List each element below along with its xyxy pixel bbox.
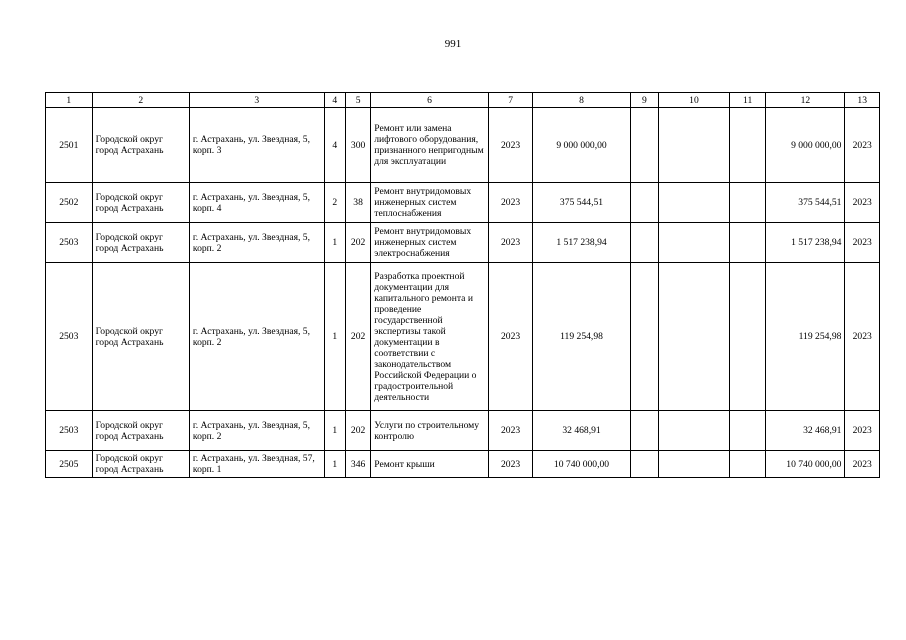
municipality: Городской округ город Астрахань	[92, 183, 189, 223]
column-4-value: 1	[324, 411, 345, 451]
total-cost: 1 517 238,94	[533, 223, 630, 263]
column-header-9: 9	[630, 93, 658, 108]
column-4-value: 1	[324, 223, 345, 263]
column-4-value: 1	[324, 451, 345, 478]
row-number: 2503	[46, 411, 93, 451]
work-description: Ремонт крыши	[371, 451, 489, 478]
municipality: Городской округ город Астрахань	[92, 223, 189, 263]
column-9-value	[630, 183, 658, 223]
total-cost: 375 544,51	[533, 183, 630, 223]
table-row	[46, 108, 880, 183]
municipality: Городской округ город Астрахань	[92, 451, 189, 478]
column-12-value: 9 000 000,00	[766, 108, 845, 183]
column-header-4: 4	[324, 93, 345, 108]
column-11-value	[729, 451, 765, 478]
year: 2023	[488, 411, 533, 451]
table-row	[46, 411, 880, 451]
address: г. Астрахань, ул. Звездная, 5, корп. 2	[189, 263, 324, 411]
year: 2023	[488, 451, 533, 478]
column-5-value: 346	[345, 451, 370, 478]
column-12-value: 119 254,98	[766, 263, 845, 411]
table-row	[46, 223, 880, 263]
column-header-8: 8	[533, 93, 630, 108]
capital-repair-table	[45, 92, 880, 478]
row-number: 2503	[46, 223, 93, 263]
work-description: Услуги по строительному контролю	[371, 411, 489, 451]
column-header-5: 5	[345, 93, 370, 108]
column-13-year: 2023	[845, 263, 880, 411]
column-header-2: 2	[92, 93, 189, 108]
column-header-6: 6	[371, 93, 489, 108]
column-4-value: 2	[324, 183, 345, 223]
column-11-value	[729, 108, 765, 183]
year: 2023	[488, 183, 533, 223]
column-13-year: 2023	[845, 183, 880, 223]
year: 2023	[488, 108, 533, 183]
column-9-value	[630, 223, 658, 263]
column-11-value	[729, 183, 765, 223]
column-12-value: 32 468,91	[766, 411, 845, 451]
work-description: Ремонт внутридомовых инженерных систем теплоснабжения	[371, 183, 489, 223]
column-header-3: 3	[189, 93, 324, 108]
row-number: 2501	[46, 108, 93, 183]
address: г. Астрахань, ул. Звездная, 5, корп. 3	[189, 108, 324, 183]
row-number: 2502	[46, 183, 93, 223]
address: г. Астрахань, ул. Звездная, 57, корп. 1	[189, 451, 324, 478]
column-5-value: 38	[345, 183, 370, 223]
year: 2023	[488, 263, 533, 411]
column-13-year: 2023	[845, 223, 880, 263]
header-row	[46, 93, 880, 108]
address: г. Астрахань, ул. Звездная, 5, корп. 4	[189, 183, 324, 223]
column-10-value	[659, 223, 730, 263]
column-header-12: 12	[766, 93, 845, 108]
row-number: 2503	[46, 263, 93, 411]
column-4-value: 1	[324, 263, 345, 411]
column-header-11: 11	[729, 93, 765, 108]
column-10-value	[659, 183, 730, 223]
column-5-value: 202	[345, 411, 370, 451]
column-12-value: 375 544,51	[766, 183, 845, 223]
page-number: 991	[444, 38, 462, 50]
column-10-value	[659, 108, 730, 183]
column-9-value	[630, 411, 658, 451]
column-header-7: 7	[488, 93, 533, 108]
column-13-year: 2023	[845, 108, 880, 183]
column-5-value: 202	[345, 223, 370, 263]
total-cost: 9 000 000,00	[533, 108, 630, 183]
column-11-value	[729, 263, 765, 411]
column-10-value	[659, 451, 730, 478]
column-header-1: 1	[46, 93, 93, 108]
work-description: Разработка проектной документации для капитального ремонта и проведение государственной экспертизы такой документации в соответствии с законодательством Российской Федерации о градостроительной деятельности	[371, 263, 489, 411]
total-cost: 10 740 000,00	[533, 451, 630, 478]
column-13-year: 2023	[845, 451, 880, 478]
column-header-10: 10	[659, 93, 730, 108]
column-5-value: 300	[345, 108, 370, 183]
column-9-value	[630, 451, 658, 478]
work-description: Ремонт или замена лифтового оборудования, признанного непригодным для эксплуатации	[371, 108, 489, 183]
address: г. Астрахань, ул. Звездная, 5, корп. 2	[189, 223, 324, 263]
column-9-value	[630, 108, 658, 183]
column-12-value: 10 740 000,00	[766, 451, 845, 478]
municipality: Городской округ город Астрахань	[92, 263, 189, 411]
column-10-value	[659, 411, 730, 451]
column-header-13: 13	[845, 93, 880, 108]
column-11-value	[729, 411, 765, 451]
column-11-value	[729, 223, 765, 263]
row-number: 2505	[46, 451, 93, 478]
total-cost: 119 254,98	[533, 263, 630, 411]
total-cost: 32 468,91	[533, 411, 630, 451]
year: 2023	[488, 223, 533, 263]
table-body	[46, 108, 880, 478]
work-description: Ремонт внутридомовых инженерных систем электроснабжения	[371, 223, 489, 263]
address: г. Астрахань, ул. Звездная, 5, корп. 2	[189, 411, 324, 451]
column-10-value	[659, 263, 730, 411]
column-12-value: 1 517 238,94	[766, 223, 845, 263]
column-9-value	[630, 263, 658, 411]
column-4-value: 4	[324, 108, 345, 183]
municipality: Городской округ город Астрахань	[92, 108, 189, 183]
table-row	[46, 263, 880, 411]
municipality: Городской округ город Астрахань	[92, 411, 189, 451]
column-13-year: 2023	[845, 411, 880, 451]
table-row	[46, 183, 880, 223]
column-5-value: 202	[345, 263, 370, 411]
table-row	[46, 451, 880, 478]
